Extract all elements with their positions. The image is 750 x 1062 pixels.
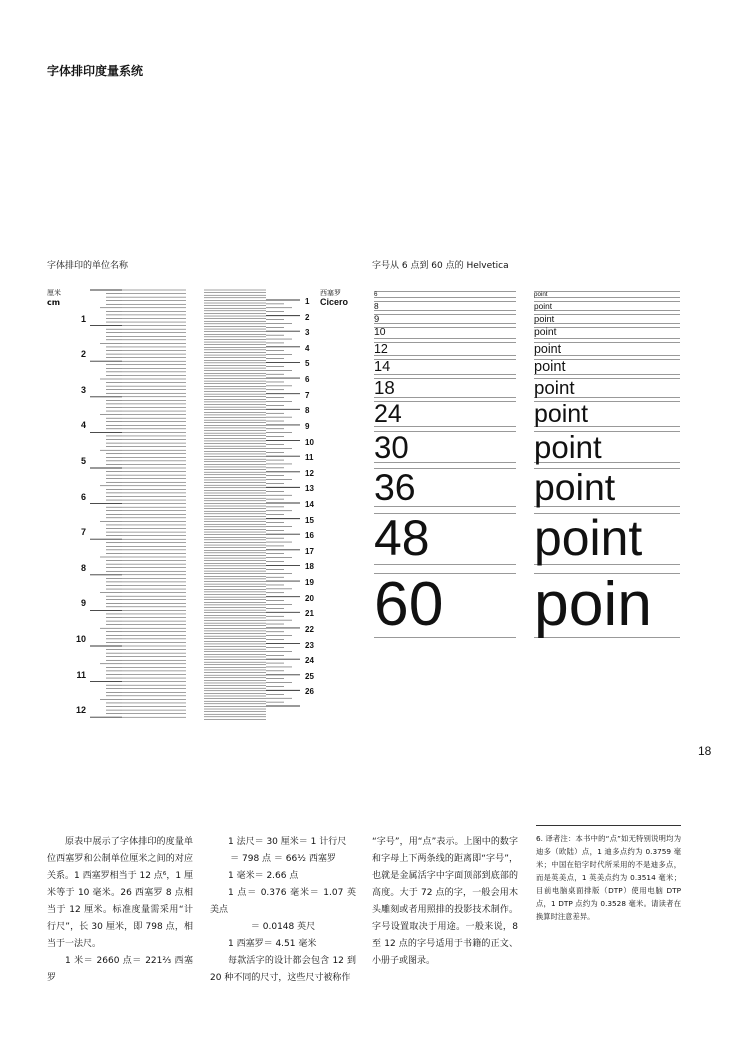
type-sample-word: point [534,313,555,324]
type-sample-word: point [534,466,616,509]
type-sample-word: point [534,358,566,375]
formula-line: ＝ 0.0148 英尺 [250,922,316,932]
type-size-number: 10 [374,327,386,339]
cm-number: 3 [80,384,86,395]
text-column-2 [210,834,356,987]
type-rule-bottom [374,297,516,298]
formula-line: 1 法尺＝ 30 厘米＝ 1 计行尺 [228,837,347,847]
cm-number: 8 [80,562,86,573]
right-section-title: 字号从 6 点到 60 点的 Helvetica [372,261,509,271]
type-sample-word: point [534,291,548,298]
cicero-number: 22 [305,624,314,634]
cicero-number: 1 [305,297,310,306]
cicero-number: 25 [305,671,314,681]
type-rule-top [374,301,516,302]
type-size-number: 12 [374,342,388,356]
type-size-number: 9 [374,313,380,324]
paragraph: “字号”，用“点”表示。上图中的数字和字母上下两条线的距离即“字号”，也就是金属活字中字面顶部到底部的高度。大于 72 点的字，一般会用木头雕刻或者用照排的投影技术制作。字号设置取决于用途。一般来说，8 至 12 点的字号适用于书籍的正文、小册子或图录。 [372,837,518,966]
cm-number: 7 [80,527,86,538]
type-rule-bottom [374,323,516,324]
cm-number: 5 [80,456,86,466]
type-size-number: 60 [374,569,444,639]
type-rule-bottom [374,338,516,339]
cm-number: 11 [76,669,86,680]
type-rule-top [374,314,516,315]
type-rule-top [534,301,680,302]
type-rule-top [374,291,516,292]
type-size-number: 18 [374,376,395,398]
type-size-number: 6 [374,291,378,298]
type-rule-bottom [534,297,680,298]
cm-label-en: cm [47,298,61,307]
paragraph: 1 米＝ 2660 点＝ 221⅔ 西塞罗 [47,956,193,983]
type-sample-word: point [534,342,562,356]
formula-line: 1 西塞罗＝ 4.51 毫米 [228,939,317,949]
cicero-number: 26 [305,687,314,697]
type-rule-bottom [534,323,680,324]
footnote-text: 6. 译者注：本书中的“点”如无特别说明均为迪多（欧陆）点，1 迪多点约为 0.3759 毫米；中国在铅字时代所采用的不是迪多点，而是英美点，1 英美点约为 0.3514 毫米；目前电脑桌面排版（DTP）使用电脑 DTP 点，1 DTP 点约为 0.3528 毫米。请读者在换算时注意差异。 [536,834,681,921]
type-size-number: 24 [374,399,402,428]
cicero-number: 18 [305,562,314,572]
type-rule-bottom [374,397,516,398]
cicero-number: 17 [305,546,314,556]
page-number: 18 [698,744,712,758]
type-sample-word: point [534,399,589,428]
type-rule-top [374,342,516,343]
type-rule-bottom [374,374,516,375]
cicero-number: 13 [305,484,314,494]
cm-number: 4 [80,420,86,431]
cicero-number: 24 [305,656,314,666]
cm-number: 1 [80,313,86,324]
left-section-title: 字体排印的单位名称 [47,261,129,271]
type-sample-word: point [534,301,553,312]
footnote-rule [536,825,681,826]
cicero-number: 10 [305,437,314,447]
cm-number: 9 [80,598,86,609]
cicero-number: 2 [305,312,310,322]
formula-line: 1 点＝ 0.376 毫米＝ 1.07 英美点 [210,888,356,915]
type-rule-top [534,291,680,292]
paragraph: 每款活字的设计都会包含 12 到 20 种不同的尺寸，这些尺寸被称作 [210,956,356,983]
cm-number: 2 [80,349,86,360]
page-title: 字体排印度量系统 [47,64,144,78]
cicero-number: 5 [305,359,310,369]
cicero-number: 14 [305,500,314,509]
cicero-number: 3 [305,328,310,338]
type-rule-bottom [534,310,680,311]
cicero-number: 9 [305,421,310,431]
cm-label-zh: 厘米 [47,289,61,297]
cicero-number: 4 [305,343,310,353]
type-sample-word: point [534,510,643,566]
type-rule-top [534,314,680,315]
type-sample-word: point [534,429,602,465]
cicero-number: 8 [305,406,310,416]
cm-number: 6 [80,491,86,502]
formula-line: 1 毫米＝ 2.66 点 [228,871,299,881]
type-size-number: 48 [374,510,430,566]
type-sample-word: point [534,376,575,398]
type-rule-top [374,378,516,379]
type-size-number: 30 [374,429,409,465]
type-rule-bottom [374,355,516,356]
cicero-number: 21 [305,609,314,619]
type-rule-top [374,359,516,360]
cicero-number: 15 [305,515,314,525]
cicero-number: 7 [305,390,310,400]
cicero-label-en: Cicero [320,297,349,307]
cm-number: 12 [75,705,86,716]
type-sample-word: poin [534,569,652,639]
cm-number: 10 [75,634,86,644]
type-size-number: 36 [374,466,416,509]
cicero-number: 6 [305,375,310,385]
cicero-number: 12 [305,468,314,478]
type-rule-top [374,327,516,328]
cicero-number: 23 [305,640,314,650]
footnote [536,832,681,923]
type-size-number: 8 [374,301,379,312]
type-size-number: 14 [374,358,391,375]
cicero-label-zh: 西塞罗 [320,289,341,297]
type-sample-word: point [534,327,557,339]
text-column-3 [372,834,518,970]
type-rule-bottom [374,310,516,311]
cicero-number: 16 [305,531,314,541]
formula-line: ＝ 798 点 ＝ 66½ 西塞罗 [230,854,336,864]
cicero-number: 19 [305,578,314,588]
text-column-1 [47,834,193,987]
paragraph: 原表中展示了字体排印的度量单位西塞罗和公制单位厘米之间的对应关系。1 西塞罗相当于 12 点⁶，1 厘米等于 10 毫米。26 西塞罗 8 点相当于 12 厘米。标准度量需采用“计行尺”，长 30 厘米，即 798 点，相当于一法尺。 [47,837,193,949]
cicero-number: 11 [305,453,314,463]
cicero-number: 20 [305,593,314,603]
